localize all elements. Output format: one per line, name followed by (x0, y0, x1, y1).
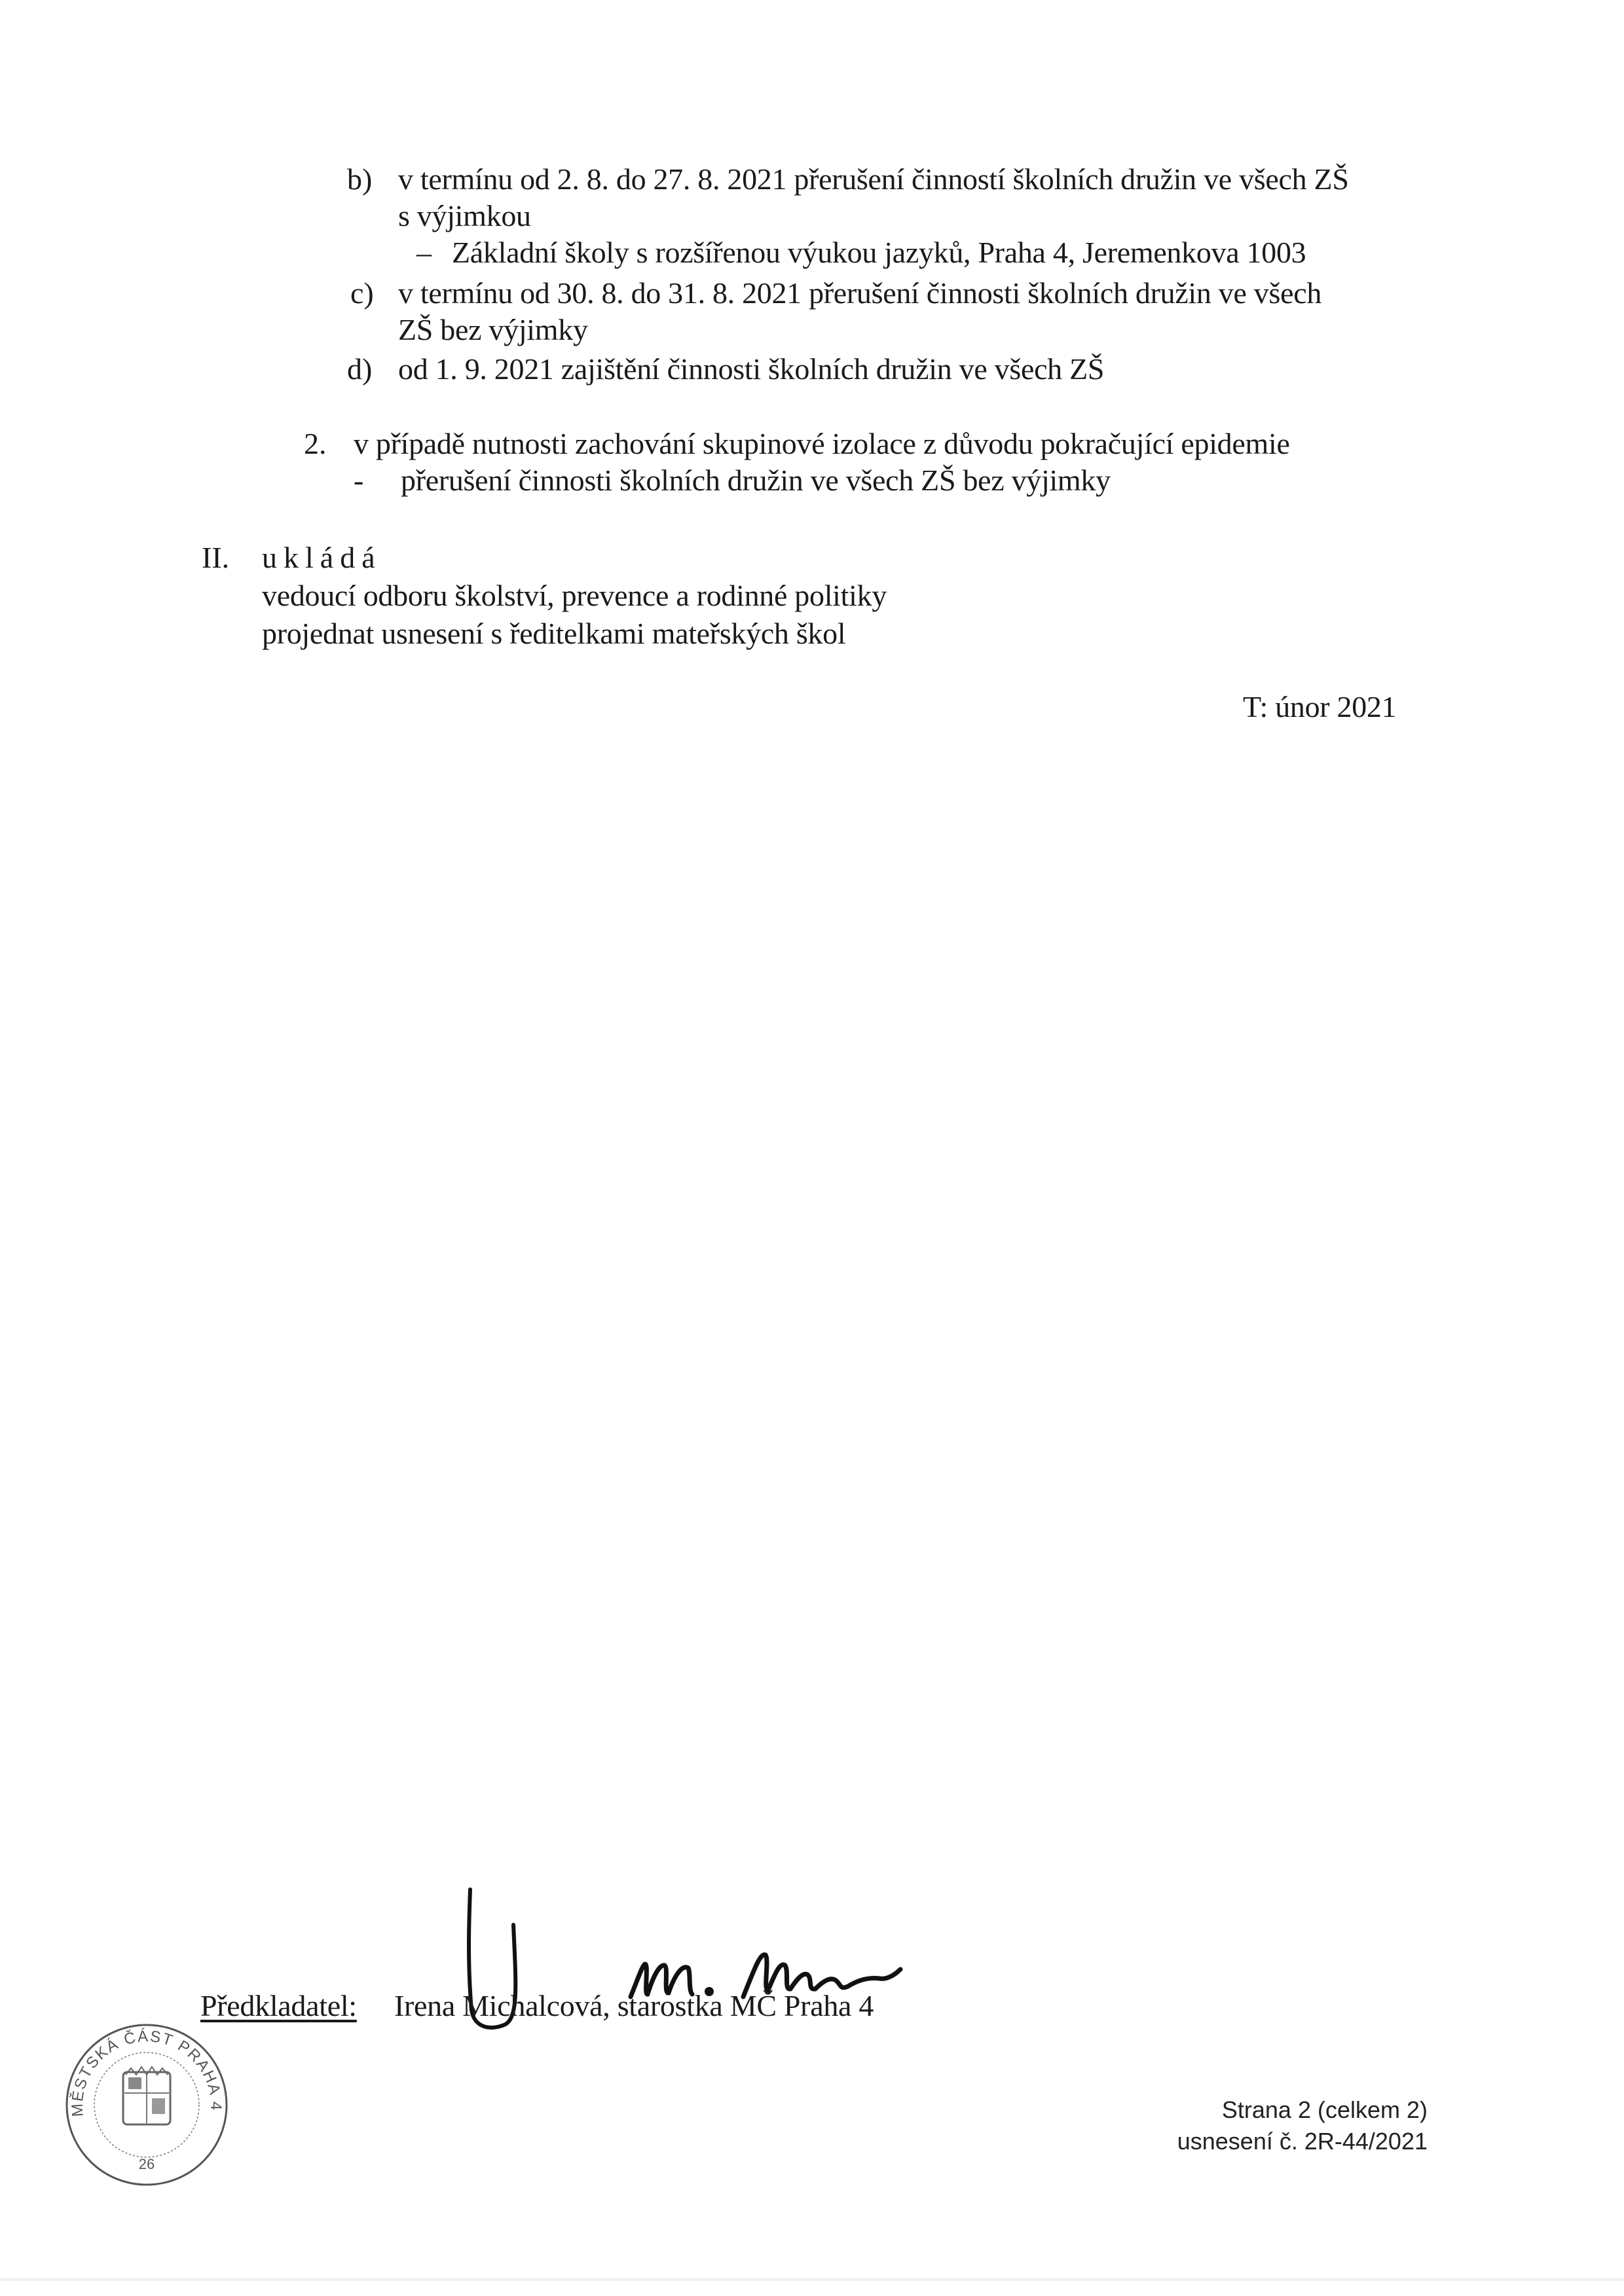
item-b-line-2: s výjimkou (398, 199, 531, 232)
item-b-line-1: v termínu od 2. 8. do 27. 8. 2021 přerušení činností školních družin ve všech ZŠ (398, 162, 1349, 196)
section-ii-line-2: projednat usnesení s ředitelkami mateřských škol (262, 617, 846, 650)
item-2-line-2: přerušení činnosti školních družin ve všech ZŠ bez výjimky (401, 464, 1111, 497)
item-c-marker: c) (350, 276, 374, 310)
submitter-name: Irena Michalcová, starostka MČ Praha 4 (394, 1989, 874, 2022)
resolution-number: usnesení č. 2R-44/2021 (1177, 2128, 1428, 2155)
item-2-line-1: v případě nutnosti zachování skupinové izolace z důvodu pokračující epidemie (354, 427, 1290, 460)
municipal-stamp-icon (62, 2020, 232, 2190)
item-2-dash: - (354, 464, 364, 497)
item-d-line-1: od 1. 9. 2021 zajištění činnosti školních družin ve všech ZŠ (398, 352, 1105, 386)
svg-text:MĚSTSKÁ ČÁST PRAHA 4: MĚSTSKÁ ČÁST PRAHA 4 (68, 2027, 225, 2117)
item-b-exception-dash: – (416, 236, 432, 269)
deadline: T: únor 2021 (1243, 690, 1397, 723)
section-ii-verb: ukládá (262, 541, 382, 574)
item-b-exception: Základní školy s rozšířenou výukou jazyků, Praha 4, Jeremenkova 1003 (452, 236, 1306, 269)
submitter-label: Předkladatel: (200, 1989, 357, 2022)
item-c-line-1: v termínu od 30. 8. do 31. 8. 2021 přerušení činnosti školních družin ve všech (398, 276, 1322, 310)
section-ii-numeral: II. (202, 541, 230, 574)
page-bottom-edge (0, 2278, 1624, 2281)
svg-text:26: 26 (138, 2156, 155, 2172)
page-count: Strana 2 (celkem 2) (1221, 2096, 1428, 2123)
item-c-line-2: ZŠ bez výjimky (398, 313, 588, 346)
item-d-marker: d) (347, 352, 373, 386)
item-b-marker: b) (347, 162, 373, 196)
item-2-marker: 2. (304, 427, 327, 460)
section-ii-line-1: vedoucí odboru školství, prevence a rodinné politiky (262, 579, 887, 612)
